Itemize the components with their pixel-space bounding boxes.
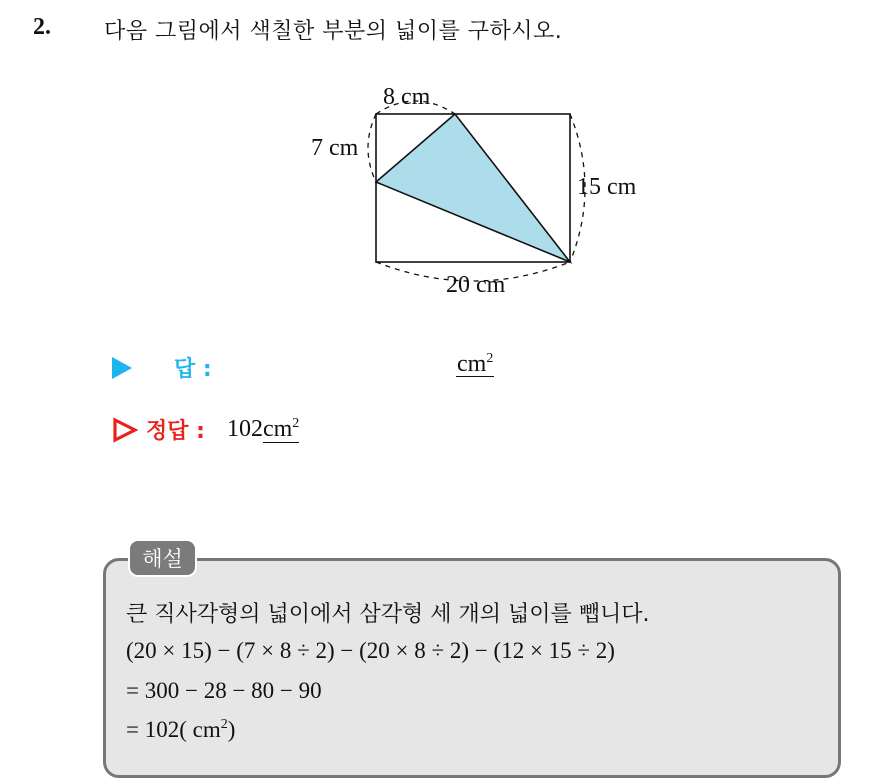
- play-arrow-icon: [112, 357, 132, 379]
- explanation-line-2: = 300 − 28 − 80 − 90: [126, 678, 322, 703]
- figure: [300, 78, 670, 308]
- answer-label: 답 :: [174, 357, 212, 382]
- line3-pre: = 102( cm: [126, 717, 221, 742]
- label-top: 8 cm: [383, 84, 431, 110]
- answer-unit-text: cm: [457, 351, 487, 377]
- label-left: 7 cm: [311, 135, 359, 161]
- explanation-line-3: [126, 717, 235, 743]
- correct-row: [112, 414, 299, 445]
- answer-unit-exp: 2: [486, 351, 494, 366]
- label-right: 15 cm: [577, 174, 637, 200]
- label-bottom: 20 cm: [446, 272, 506, 298]
- correct-unit: [263, 416, 299, 443]
- dim-arc-left: [368, 114, 376, 182]
- question-text: 다음 그림에서 색칠한 부분의 넓이를 구하시오.: [104, 19, 563, 44]
- explanation-box: [103, 558, 841, 778]
- line3-post: ): [227, 717, 236, 742]
- line3-exp: 2: [220, 717, 228, 732]
- answer-unit[interactable]: [456, 352, 494, 377]
- explanation-line-1: (20 × 15) − (7 × 8 ÷ 2) − (20 × 8 ÷ 2) − (12 × 15 ÷ 2): [126, 638, 615, 663]
- correct-value: 102: [226, 416, 263, 442]
- answer-row: [112, 352, 212, 383]
- correct-unit-text: cm: [262, 416, 293, 442]
- hollow-arrow-icon: [112, 417, 138, 443]
- shaded-triangle: [376, 114, 570, 262]
- correct-label: 정답 :: [146, 419, 205, 444]
- question-number: 2.: [33, 14, 51, 40]
- correct-unit-exp: 2: [292, 416, 300, 431]
- explanation-line-0: 큰 직사각형의 넓이에서 삼각형 세 개의 넓이를 뺍니다.: [126, 602, 650, 627]
- correct-answer: [227, 416, 299, 443]
- explanation-tab: 해설: [128, 539, 197, 577]
